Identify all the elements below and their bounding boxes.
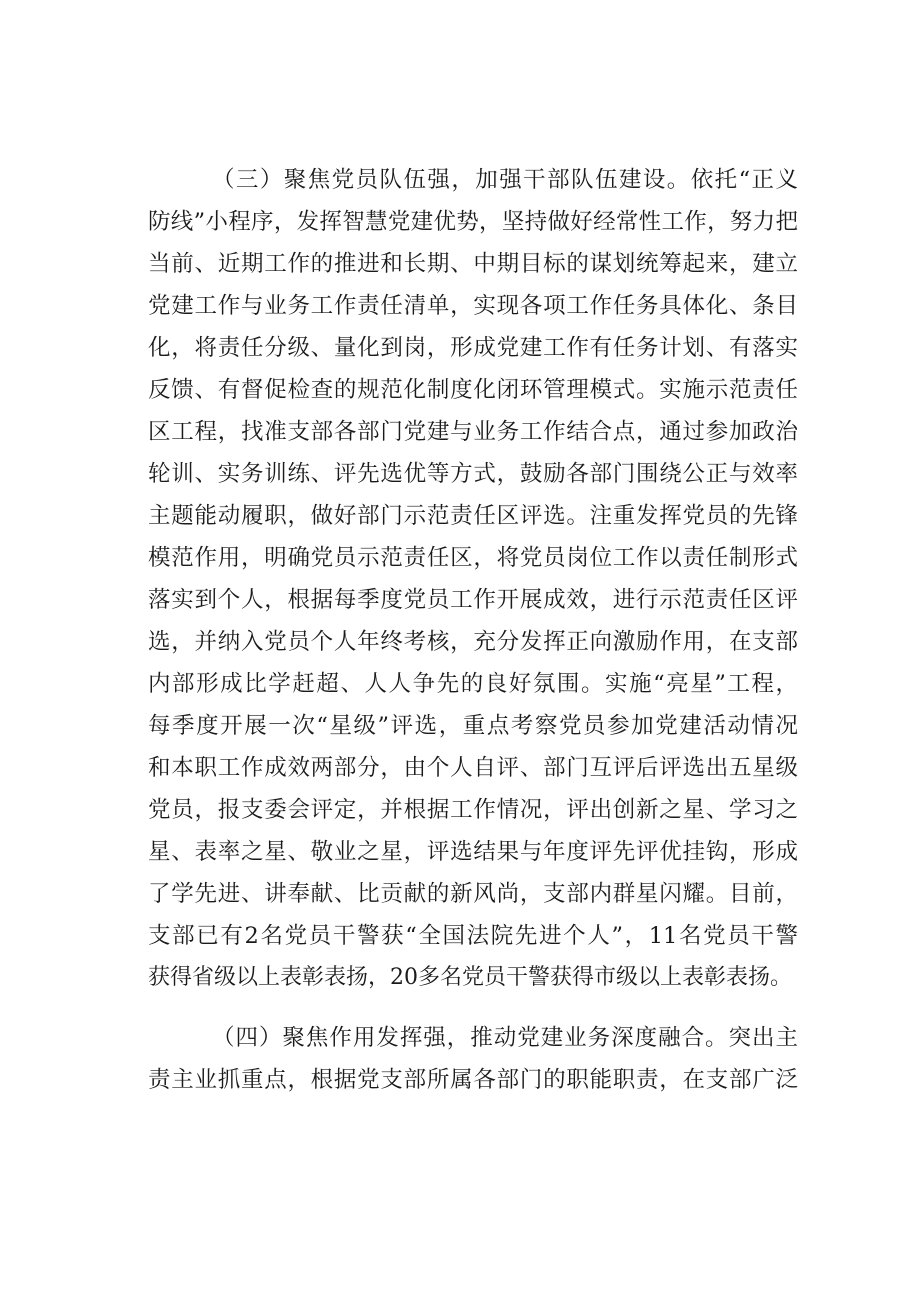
text-line: 内部形成比学赶超、人人争先的良好氛围。实施“亮星”工程，	[148, 671, 798, 697]
text-line: 获得省级以上表彰表扬，20多名党员干警获得市级以上表彰表扬。	[148, 965, 792, 990]
text-line: 支部已有2名党员干警获“全国法院先进个人”，11名党员干警	[148, 923, 798, 949]
text-line: 了学先进、讲奉献、比贡献的新风尚，支部内群星闪耀。目前，	[148, 881, 798, 907]
text-line: 选，并纳入党员个人年终考核，充分发挥正向激励作用，在支部	[148, 629, 798, 655]
text-line: 党员，报支委会评定，并根据工作情况，评出创新之星、学习之	[148, 797, 798, 823]
text-line: （四）聚焦作用发挥强，推动党建业务深度融合。突出主	[212, 1025, 798, 1051]
text-line: 轮训、实务训练、评先选优等方式，鼓励各部门围绕公正与效率	[148, 461, 798, 487]
text-line: 防线”小程序，发挥智慧党建优势，坚持做好经常性工作，努力把	[148, 209, 798, 235]
text-line: 反馈、有督促检查的规范化制度化闭环管理模式。实施示范责任	[148, 377, 798, 403]
text-line: 区工程，找准支部各部门党建与业务工作结合点，通过参加政治	[148, 419, 798, 445]
text-line: 责主业抓重点，根据党支部所属各部门的职能职责，在支部广泛	[148, 1067, 798, 1093]
text-line: 当前、近期工作的推进和长期、中期目标的谋划统筹起来，建立	[148, 251, 798, 277]
text-line: 落实到个人，根据每季度党员工作开展成效，进行示范责任区评	[148, 587, 798, 613]
text-line: （三）聚焦党员队伍强，加强干部队伍建设。依托“正义	[212, 167, 798, 193]
text-line: 主题能动履职，做好部门示范责任区评选。注重发挥党员的先锋	[148, 503, 798, 529]
text-line: 模范作用，明确党员示范责任区，将党员岗位工作以责任制形式	[148, 545, 798, 571]
text-line: 和本职工作成效两部分，由个人自评、部门互评后评选出五星级	[148, 755, 798, 781]
text-line: 党建工作与业务工作责任清单，实现各项工作任务具体化、条目	[148, 293, 798, 319]
text-line: 化，将责任分级、量化到岗，形成党建工作有任务计划、有落实	[148, 335, 798, 361]
text-line: 每季度开展一次“星级”评选，重点考察党员参加党建活动情况	[148, 713, 798, 739]
text-line: 星、表率之星、敬业之星，评选结果与年度评先评优挂钩，形成	[148, 839, 798, 865]
